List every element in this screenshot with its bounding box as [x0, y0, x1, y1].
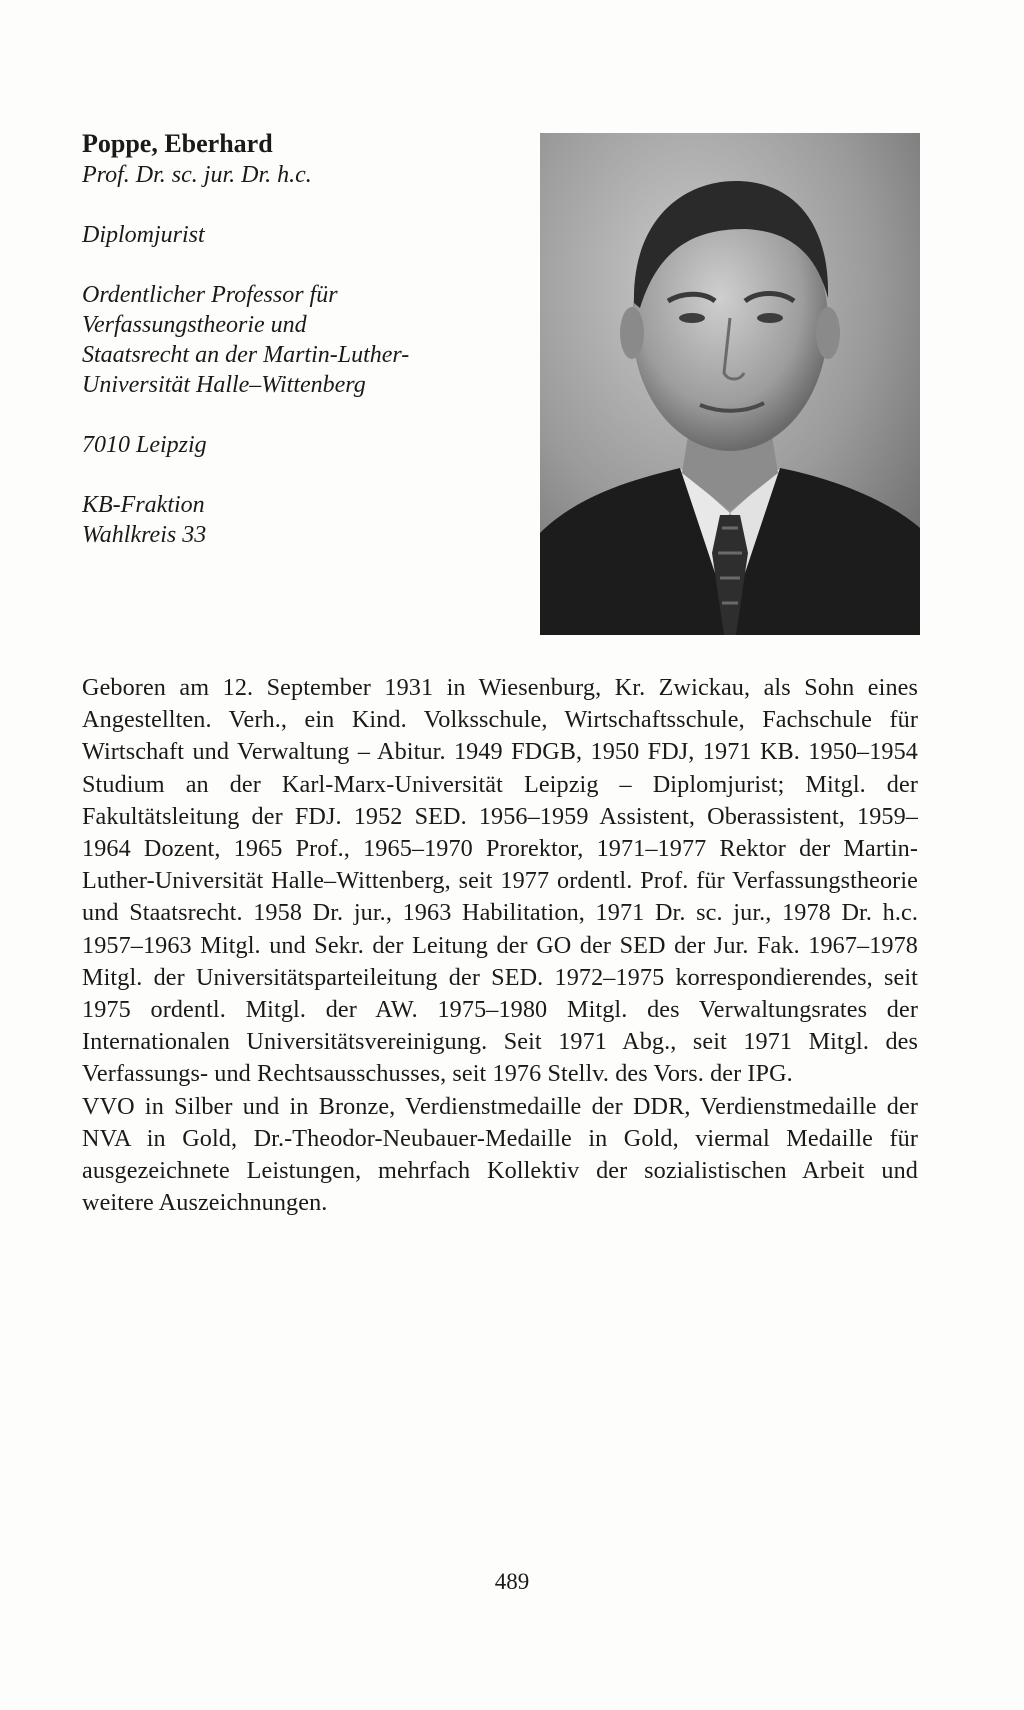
profession: Diplomjurist	[82, 222, 205, 248]
academic-title: Prof. Dr. sc. jur. Dr. h.c.	[82, 162, 312, 188]
person-name: Poppe, Eberhard	[82, 129, 273, 158]
biography-paragraph: Geboren am 12. September 1931 in Wiesenburg, Kr. Zwickau, als Sohn eines Angestellten. Verh., ein Kind. Volksschule, Wirtschaftsschule, Fachschule für Wirtschaft und Verwaltung – Abitur. 1949 FDGB, 1950 FDJ, 1971 KB. 1950–1954 Studium an der Karl-Marx-Universität Leipzig – Diplomjurist; Mitgl. der Fakultätsleitung der FDJ. 1952 SED. 1956–1959 Assistent, Oberassistent, 1959–1964 Dozent, 1965 Prof., 1965–1970 Prorektor, 1971–1977 Rektor der Martin-Luther-Universität Halle–Wittenberg, seit 1977 ordentl. Prof. für Verfassungstheorie und Staatsrecht. 1958 Dr. jur., 1963 Habilitation, 1971 Dr. sc. jur., 1978 Dr. h.c. 1957–1963 Mitgl. und Sekr. der Leitung der GO der SED der Jur. Fak. 1967–1978 Mitgl. der Universitätsparteileitung der SED. 1972–1975 korrespondierendes, seit 1975 ordentl. Mitgl. der AW. 1975–1980 Mitgl. des Verwaltungsrates der Internationalen Universitätsvereinigung. Seit 1971 Abg., seit 1971 Mitgl. des Verfassungs- und Rechtsausschusses, seit 1976 Stellv. des Vors. der IPG.	[82, 674, 918, 1088]
position-line: Universität Halle–Wittenberg	[82, 372, 366, 398]
position-line: Staatsrecht an der Martin-Luther-	[82, 342, 410, 368]
biography-paragraph: VVO in Silber und in Bronze, Verdienstmedaille der DDR, Verdienstmedaille der NVA in Gold, Dr.-Theodor-Neubauer-Medaille in Gold, viermal Medaille für ausgezeichnete Leistungen, mehrfach Kollektiv der sozialistischen Arbeit und weitere Auszeichnungen.	[82, 1092, 918, 1217]
position-line: Verfassungstheorie und	[82, 312, 307, 338]
constituency: Wahlkreis 33	[82, 522, 207, 548]
faction: KB-Fraktion	[82, 492, 205, 518]
portrait-photo	[540, 133, 920, 635]
entry-header	[82, 128, 522, 550]
position-line: Ordentlicher Professor für	[82, 282, 338, 308]
biography	[82, 672, 918, 1219]
location: 7010 Leipzig	[82, 432, 207, 458]
page-number: 489	[494, 1569, 530, 1594]
